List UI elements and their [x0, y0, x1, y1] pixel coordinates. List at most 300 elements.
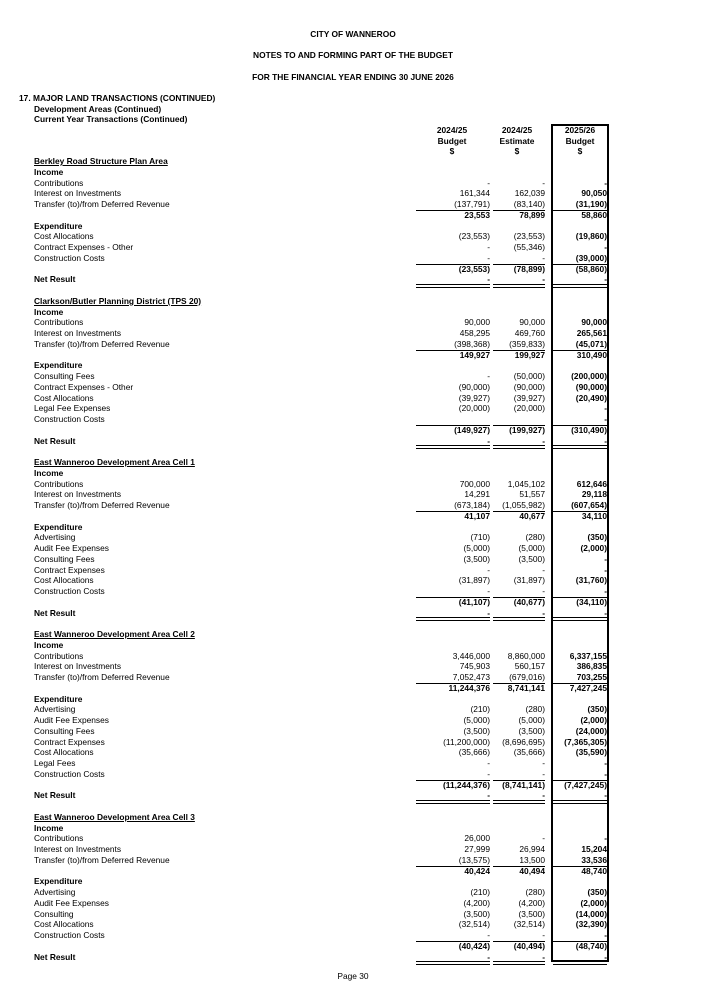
table-row [0, 554, 706, 565]
row-label: Contributions [34, 833, 84, 844]
cell-budget-2025: - [604, 553, 607, 564]
cell-estimate-2024: (32,514) [513, 919, 545, 930]
cell-estimate-2024: (3,500) [518, 553, 545, 564]
row-label: Expenditure [34, 693, 83, 704]
cell-estimate-2024: (20,000) [513, 403, 545, 414]
subtotal-rule [493, 511, 545, 512]
table-row [0, 704, 706, 715]
area-title-row [0, 457, 706, 468]
table-row [0, 371, 706, 382]
cell-budget-2024: 149,927 [459, 349, 490, 360]
net-result-double-rule [416, 445, 490, 449]
document-period: FOR THE FINANCIAL YEAR ENDING 30 JUNE 2026 [252, 72, 454, 82]
subtotal-row [0, 350, 706, 361]
cell-estimate-2024: 560,157 [514, 661, 545, 672]
cell-budget-2024: (3,500) [463, 553, 490, 564]
cell-budget-2025: - [604, 833, 607, 844]
table-row [0, 747, 706, 758]
column-header-estimate-2024 [487, 125, 547, 157]
cell-budget-2024: - [487, 607, 490, 618]
subtotal-row [0, 866, 706, 877]
cell-budget-2024: 161,344 [459, 188, 490, 199]
column-header-line: Estimate [499, 135, 535, 146]
group-heading-row [0, 167, 706, 178]
cell-budget-2025: (31,190) [575, 199, 607, 209]
column-header-line: $ [577, 146, 583, 157]
row-label: Cost Allocations [34, 747, 94, 758]
cell-estimate-2024: - [542, 586, 545, 596]
row-label: Cost Allocations [34, 919, 94, 930]
cell-estimate-2024: 51,557 [519, 489, 545, 500]
row-label: Consulting Fees [34, 371, 95, 381]
cell-budget-2025: (2,000) [580, 543, 607, 553]
cell-budget-2024: 23,553 [464, 209, 490, 220]
page-number: Page 30 [337, 971, 369, 981]
cell-estimate-2024: (280) [525, 532, 545, 543]
table-row [0, 317, 706, 328]
cell-budget-2024: (41,107) [458, 596, 490, 607]
row-label: East Wanneroo Development Area Cell 3 [34, 811, 195, 822]
subtotal-rule [493, 780, 545, 781]
cell-budget-2025: (90,000) [575, 381, 607, 392]
cell-budget-2025: - [604, 586, 607, 596]
cell-budget-2024: 700,000 [459, 478, 490, 489]
subtotal-row [0, 425, 706, 436]
cell-estimate-2024: (40,677) [513, 596, 545, 607]
subtotal-rule [553, 866, 607, 867]
cell-budget-2025: (32,390) [575, 919, 607, 930]
cell-estimate-2024: (55,346) [513, 242, 545, 252]
subtotal-rule [416, 866, 490, 867]
subtotal-rule [493, 264, 545, 265]
document-subtitle: NOTES TO AND FORMING PART OF THE BUDGET [253, 50, 453, 60]
group-heading-row [0, 468, 706, 479]
area-title-row [0, 812, 706, 823]
row-label: Interest on Investments [34, 188, 122, 199]
cell-budget-2025: (20,490) [575, 392, 607, 403]
row-label: Cost Allocations [34, 231, 94, 242]
subtotal-rule [553, 597, 607, 598]
cell-estimate-2024: 13,500 [519, 854, 545, 865]
cell-budget-2024: - [487, 951, 490, 962]
cell-estimate-2024: - [542, 758, 545, 768]
table-row [0, 575, 706, 586]
cell-budget-2024: - [487, 177, 490, 188]
cell-budget-2025: 33,536 [581, 854, 607, 865]
column-header-line: 2024/25 [436, 125, 468, 135]
cell-budget-2024: 26,000 [464, 833, 490, 844]
row-label: Construction Costs [34, 414, 105, 424]
cell-budget-2025: (7,365,305) [564, 736, 607, 747]
cell-budget-2024: - [487, 758, 490, 768]
cell-budget-2025: (35,590) [575, 747, 607, 758]
cell-estimate-2024: (50,000) [513, 371, 545, 381]
group-heading-row [0, 823, 706, 834]
table-row [0, 532, 706, 543]
subtotal-rule [416, 210, 490, 211]
row-label: Transfer (to)/from Deferred Revenue [34, 672, 170, 682]
cell-budget-2024: - [487, 930, 490, 940]
subtotal-rule [416, 511, 490, 512]
table-row [0, 253, 706, 264]
cell-budget-2025: (2,000) [580, 897, 607, 908]
subtotal-rule [493, 597, 545, 598]
cell-budget-2025: 265,561 [576, 328, 607, 338]
row-label: Advertising [34, 704, 76, 715]
cell-estimate-2024: - [542, 177, 545, 188]
cell-budget-2024: (710) [470, 532, 490, 543]
cell-budget-2024: 7,052,473 [452, 672, 490, 682]
table-row [0, 737, 706, 748]
group-heading-row [0, 694, 706, 705]
net-result-double-rule [553, 445, 607, 449]
cell-budget-2025: - [604, 951, 607, 962]
cell-budget-2025: - [604, 242, 607, 252]
cell-estimate-2024: (8,696,695) [502, 736, 545, 747]
table-row [0, 758, 706, 769]
subtotal-row [0, 210, 706, 221]
row-label: Construction Costs [34, 768, 105, 779]
cell-budget-2025: (48,740) [575, 940, 607, 951]
subtotal-rule [493, 866, 545, 867]
cell-estimate-2024: - [542, 564, 545, 575]
cell-estimate-2024: (5,000) [518, 543, 545, 553]
cell-budget-2024: (35,666) [458, 747, 490, 758]
row-label: Transfer (to)/from Deferred Revenue [34, 199, 170, 209]
cell-budget-2024: (5,000) [463, 543, 490, 553]
cell-budget-2024: - [487, 768, 490, 779]
table-row [0, 769, 706, 780]
table-row [0, 403, 706, 414]
row-label: Transfer (to)/from Deferred Revenue [34, 854, 170, 865]
row-label: Consulting Fees [34, 725, 95, 736]
cell-estimate-2024: (83,140) [513, 199, 545, 209]
cell-budget-2025: (2,000) [580, 715, 607, 725]
cell-estimate-2024: 8,741,141 [507, 682, 545, 693]
row-label: East Wanneroo Development Area Cell 1 [34, 457, 195, 467]
cell-budget-2025: (350) [587, 887, 607, 897]
subtotal-rule [493, 941, 545, 942]
column-header-line: $ [514, 146, 520, 157]
column-header-budget-2024 [422, 125, 482, 157]
subtotal-rule [416, 597, 490, 598]
subtotal-rule [493, 425, 545, 426]
subtotal-rule [553, 350, 607, 351]
net-result-double-rule [553, 617, 607, 621]
cell-estimate-2024: - [542, 833, 545, 844]
subtotal-rule [493, 210, 545, 211]
cell-budget-2025: 34,110 [581, 510, 607, 521]
row-label: Interest on Investments [34, 844, 122, 854]
cell-budget-2024: (3,500) [463, 908, 490, 919]
row-label: Net Result [34, 607, 76, 618]
row-label: Contributions [34, 317, 84, 328]
cell-budget-2025: - [604, 274, 607, 285]
cell-budget-2025: 58,860 [581, 209, 607, 220]
cell-budget-2025: (45,071) [575, 338, 607, 349]
row-label: Clarkson/Butler Planning District (TPS 20) [34, 295, 202, 306]
cell-estimate-2024: (280) [525, 887, 545, 897]
table-row [0, 919, 706, 930]
row-label: Legal Fees [34, 758, 76, 768]
cell-budget-2025: (19,860) [575, 231, 607, 242]
cell-budget-2025: (58,860) [575, 263, 607, 274]
section-subtitle: Current Year Transactions (Continued) [34, 114, 188, 125]
table-row [0, 726, 706, 737]
cell-estimate-2024: (23,553) [513, 231, 545, 242]
row-label: Interest on Investments [34, 328, 122, 338]
net-result-double-rule [553, 284, 607, 288]
cell-budget-2025: (7,427,245) [564, 779, 607, 790]
table-row [0, 651, 706, 662]
cell-budget-2024: (23,553) [458, 231, 490, 242]
subtotal-row [0, 941, 706, 952]
cell-estimate-2024: 8,860,000 [507, 650, 545, 661]
cell-estimate-2024: (3,500) [518, 908, 545, 919]
subtotal-rule [553, 210, 607, 211]
cell-budget-2025: (310,490) [571, 424, 607, 435]
row-label: Income [34, 166, 64, 177]
row-label: Expenditure [34, 360, 83, 371]
subtotal-row [0, 511, 706, 522]
cell-budget-2025: 612,646 [576, 478, 607, 489]
cell-estimate-2024: 199,927 [514, 349, 545, 360]
cell-budget-2024: 458,295 [459, 328, 490, 338]
cell-budget-2025: - [604, 790, 607, 801]
subtotal-rule [553, 941, 607, 942]
column-header-line: Budget [437, 135, 467, 146]
row-label: Consulting [34, 908, 74, 919]
subtotal-rule [553, 425, 607, 426]
subtotal-rule [416, 941, 490, 942]
row-label: Net Result [34, 790, 76, 801]
cell-budget-2024: 745,903 [459, 661, 490, 672]
cell-estimate-2024: (1,055,982) [502, 500, 545, 510]
group-heading-row [0, 876, 706, 887]
cell-budget-2025: - [604, 177, 607, 188]
row-label: Construction Costs [34, 586, 105, 596]
cell-budget-2024: - [487, 274, 490, 285]
row-label: Contract Expenses [34, 564, 105, 575]
cell-budget-2025: (31,760) [575, 575, 607, 586]
group-heading-row [0, 640, 706, 651]
cell-budget-2024: 41,107 [464, 510, 490, 521]
net-result-double-rule [493, 445, 545, 449]
row-label: Cost Allocations [34, 392, 94, 403]
cell-budget-2025: 6,337,155 [569, 650, 607, 661]
cell-budget-2024: 27,999 [464, 844, 490, 854]
cell-budget-2025: (350) [587, 532, 607, 543]
table-row [0, 833, 706, 844]
cell-budget-2024: 40,424 [464, 865, 490, 876]
table-row [0, 231, 706, 242]
row-label: Berkley Road Structure Plan Area [34, 156, 168, 166]
cell-budget-2024: 3,446,000 [452, 650, 490, 661]
cell-budget-2024: (11,200,000) [443, 736, 490, 747]
cell-estimate-2024: 1,045,102 [507, 478, 545, 489]
cell-budget-2024: 14,291 [464, 489, 490, 500]
table-row [0, 188, 706, 199]
cell-budget-2024: (23,553) [458, 263, 490, 274]
net-result-double-rule [416, 800, 490, 804]
cell-estimate-2024: (3,500) [518, 725, 545, 736]
cell-budget-2025: - [604, 930, 607, 940]
row-label: Contract Expenses [34, 736, 105, 747]
cell-budget-2024: - [487, 242, 490, 252]
cell-estimate-2024: 78,899 [519, 209, 545, 220]
cell-budget-2024: (40,424) [458, 940, 490, 951]
row-label: Net Result [34, 274, 76, 285]
row-label: Advertising [34, 887, 76, 897]
table-row [0, 930, 706, 941]
cell-estimate-2024: - [542, 790, 545, 801]
subtotal-rule [553, 511, 607, 512]
net-result-double-rule [553, 961, 607, 965]
subtotal-row [0, 780, 706, 791]
row-label: Contributions [34, 177, 84, 188]
cell-budget-2024: - [487, 435, 490, 446]
cell-budget-2025: - [604, 768, 607, 779]
cell-budget-2025: 15,204 [581, 844, 607, 854]
cell-budget-2024: 11,244,376 [448, 682, 490, 693]
cell-estimate-2024: (679,016) [509, 672, 545, 682]
net-result-double-rule [553, 800, 607, 804]
subtotal-row [0, 683, 706, 694]
cell-estimate-2024: - [542, 768, 545, 779]
cell-budget-2025: (24,000) [575, 725, 607, 736]
table-row [0, 672, 706, 683]
subtotal-rule [416, 264, 490, 265]
cell-budget-2025: - [604, 607, 607, 618]
cell-budget-2024: - [487, 790, 490, 801]
table-row [0, 414, 706, 425]
table-row [0, 844, 706, 855]
subtotal-rule [553, 683, 607, 684]
cell-budget-2024: (4,200) [463, 897, 490, 908]
cell-budget-2025: - [604, 414, 607, 424]
subtotal-rule [416, 683, 490, 684]
cell-budget-2024: (32,514) [458, 919, 490, 930]
cell-budget-2024: (3,500) [463, 725, 490, 736]
cell-estimate-2024: 162,039 [514, 188, 545, 199]
net-result-double-rule [493, 284, 545, 288]
table-row [0, 178, 706, 189]
subtotal-rule [416, 350, 490, 351]
table-row [0, 500, 706, 511]
row-label: Construction Costs [34, 252, 105, 263]
subtotal-rule [493, 350, 545, 351]
cell-budget-2024: (39,927) [458, 392, 490, 403]
row-label: Interest on Investments [34, 661, 122, 672]
cell-budget-2024: - [487, 586, 490, 596]
row-label: Income [34, 467, 64, 478]
row-label: Consulting Fees [34, 553, 95, 564]
column-header-line: 2024/25 [501, 125, 533, 135]
section-subtitle: Development Areas (Continued) [34, 103, 162, 114]
cell-budget-2025: 7,427,245 [569, 682, 607, 693]
net-result-double-rule [416, 961, 490, 965]
cell-budget-2025: 90,000 [581, 317, 607, 328]
column-header-line: $ [449, 146, 455, 157]
section-title: 17. MAJOR LAND TRANSACTIONS (CONTINUED) [19, 93, 216, 103]
cell-estimate-2024: - [542, 607, 545, 618]
cell-estimate-2024: - [542, 252, 545, 263]
cell-budget-2025: (34,110) [576, 596, 607, 607]
cell-budget-2024: (210) [470, 887, 490, 897]
row-label: Income [34, 822, 64, 833]
cell-budget-2025: 48,740 [581, 865, 607, 876]
cell-budget-2025: - [604, 403, 607, 414]
table-row [0, 586, 706, 597]
row-label: Transfer (to)/from Deferred Revenue [34, 338, 170, 349]
table-row [0, 489, 706, 500]
cell-budget-2025: (200,000) [571, 371, 607, 381]
area-title-row [0, 156, 706, 167]
cell-estimate-2024: 26,994 [519, 844, 545, 854]
cell-budget-2024: (90,000) [458, 381, 490, 392]
subtotal-rule [416, 780, 490, 781]
row-label: Contract Expenses - Other [34, 381, 134, 392]
document-org-title: CITY OF WANNEROO [310, 29, 396, 39]
cell-estimate-2024: 40,494 [519, 865, 545, 876]
cell-budget-2024: (11,244,376) [442, 779, 490, 790]
cell-budget-2024: - [487, 371, 490, 381]
cell-estimate-2024: 90,000 [519, 317, 545, 328]
row-label: Advertising [34, 532, 76, 543]
cell-estimate-2024: - [542, 274, 545, 285]
cell-estimate-2024: 469,760 [514, 328, 545, 338]
table-row [0, 565, 706, 576]
cell-budget-2025: 90,050 [581, 188, 607, 199]
table-row [0, 909, 706, 920]
cell-budget-2024: (149,927) [454, 424, 490, 435]
table-row [0, 339, 706, 350]
table-row [0, 242, 706, 253]
cell-budget-2024: (13,575) [458, 854, 490, 865]
table-row [0, 855, 706, 866]
net-result-double-rule [416, 617, 490, 621]
cell-estimate-2024: (31,897) [513, 575, 545, 586]
cell-budget-2025: 703,255 [576, 672, 607, 682]
group-heading-row [0, 307, 706, 318]
group-heading-row [0, 522, 706, 533]
row-label: Contributions [34, 650, 84, 661]
row-label: Expenditure [34, 876, 83, 887]
row-label: Expenditure [34, 220, 83, 231]
cell-budget-2024: (673,184) [454, 500, 490, 510]
cell-estimate-2024: (39,927) [513, 392, 545, 403]
cell-estimate-2024: (5,000) [518, 715, 545, 725]
row-label: Audit Fee Expenses [34, 715, 109, 725]
cell-budget-2025: (14,000) [575, 908, 607, 919]
area-title-row [0, 629, 706, 640]
table-row [0, 715, 706, 726]
area-title-row [0, 296, 706, 307]
cell-budget-2025: - [604, 758, 607, 768]
cell-budget-2024: - [487, 252, 490, 263]
row-label: Net Result [34, 435, 76, 446]
cell-budget-2025: 29,118 [581, 489, 607, 500]
subtotal-rule [553, 780, 607, 781]
cell-estimate-2024: - [542, 930, 545, 940]
cell-estimate-2024: (35,666) [513, 747, 545, 758]
table-row [0, 328, 706, 339]
row-label: Construction Costs [34, 930, 105, 940]
row-label: East Wanneroo Development Area Cell 2 [34, 629, 195, 639]
table-row [0, 382, 706, 393]
cell-estimate-2024: (359,833) [509, 338, 545, 349]
subtotal-rule [493, 683, 545, 684]
